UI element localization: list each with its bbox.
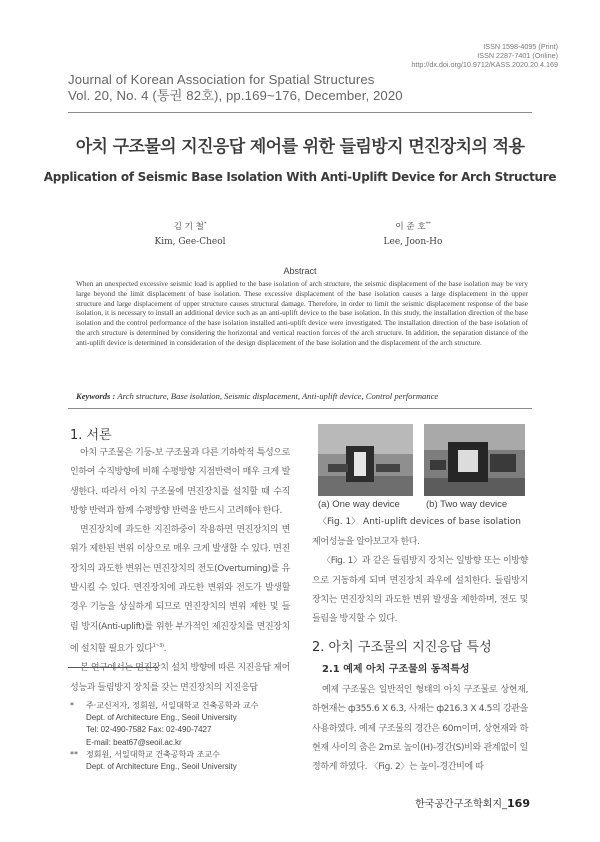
section2-1-heading: 2.1 예제 아치 구조물의 동적특성 — [322, 664, 470, 675]
author-1 — [110, 217, 270, 250]
footnote-2-line-1: 정회원, 서일대학교 건축공학과 조교수 — [86, 749, 220, 759]
section1-paragraph-2 — [70, 521, 290, 659]
footnote-1-line-2: Dept. of Architecture Eng., Seoil University — [86, 713, 237, 723]
section1-paragraph-2-end: . — [163, 643, 167, 654]
issn-online: ISSN 2287-7401 (Online) — [477, 51, 558, 61]
keywords — [76, 391, 536, 401]
keywords-divider — [68, 408, 532, 409]
journal-name: Journal of Korean Association for Spatial Structures — [68, 72, 375, 87]
right-column-body — [312, 533, 528, 629]
keywords-label: Keywords : — [76, 391, 116, 401]
journal-volume: Vol. 20, No. 4 (통권 82호), pp.169~176, December, 2020 — [68, 88, 403, 103]
header-divider — [68, 112, 532, 113]
footnotes — [70, 700, 310, 773]
section1-citation: 1~3) — [152, 642, 164, 649]
section2-body — [312, 681, 528, 777]
author-2-name-ko: 이 준 호 — [395, 222, 426, 232]
page-footer — [415, 795, 530, 810]
footnote-2-line-2: Dept. of Architecture Eng., Seoil University — [86, 762, 237, 772]
author-2 — [333, 217, 493, 250]
footnote-1-line-1: 주·교신저자, 정회원, 서일대학교 건축공학과 교수 — [86, 701, 259, 710]
footnote-1-line-4: E-mail: beat67@seoil.ac.kr — [86, 737, 182, 747]
right-paragraph-2: 〈Fig. 1〉과 같은 들림방지 장치는 일방향 또는 이방향으로 거동하게 되며 면진장치 좌우에 설치한다. 들림방지 장치는 면진장치의 과도한 변위 발생을 제한하며, 전도 및 들림을 방지할 수 있다. — [312, 556, 528, 625]
issn-block — [298, 42, 558, 70]
title-korean: 아치 구조물의 지진응답 제어를 위한 들림방지 면진장치의 적용 — [75, 137, 525, 157]
section1-paragraph-1: 아치 구조물은 기둥-보 구조물과 다른 기하학적 특성으로 인하여 수직방향에 비해 수평방향 지점반력이 매우 크게 발생한다. 따라서 아치 구조물에 면진장치를 설치할 때 수직방향 반력과 함께 수평방향 반력을 반드시 고려해야 한다. — [70, 448, 290, 516]
doi-link[interactable]: http://dx.doi.org/10.9712/KASS.2020.20.4.169 — [411, 60, 558, 70]
journal-info — [68, 72, 403, 104]
figure1-caption: 〈Fig. 1〉 Anti-uplift devices of base isolation — [318, 517, 521, 527]
footnote-1-line-3: Tel: 02-490-7582 Fax: 02-490-7427 — [86, 725, 212, 735]
author-1-name-ko: 김 기 철 — [173, 222, 204, 232]
title-english: Application of Seismic Base Isolation With Anti-Uplift Device for Arch Structure — [43, 170, 557, 184]
footer-separator: _ — [502, 799, 508, 810]
footnote-1-mark: * — [70, 701, 74, 710]
issn-print: ISSN 1598-4095 (Print) — [483, 42, 558, 51]
section2-heading: 2. 아치 구조물의 지진응답 특성 — [312, 640, 492, 655]
author-2-mark: ** — [425, 221, 431, 227]
footnote-2-mark: ** — [70, 749, 78, 759]
one-way-device-image — [318, 424, 413, 496]
section1-body — [70, 444, 290, 698]
section2-paragraph-1: 예제 구조물은 일반적인 형태의 아치 구조물로 상현재, 하현재는 ф355.6 X 6.3, 사재는 ф216.3 X 4.5의 강관을 사용하였다. 예제 구조물의 경간은 60m이며, 상현재와 하현재 사이의 춤은 2m로 높이(H)-경간(S)비와 관계없이 일정하게 하였다. 〈Fig. 2〉는 높이-경간비에 따 — [312, 685, 528, 773]
section1-paragraph-3: 본 연구에서는 면진장치 설치 방향에 따른 지진응답 제어성능과 들림방지 장치를 갖는 면진장치의 지진응답 — [70, 663, 290, 693]
author-2-name-en: Lee, Joon-Ho — [383, 237, 443, 247]
footer-journal-name: 한국공간구조학회지 — [415, 799, 503, 810]
figure1-photo-one-way — [318, 424, 413, 496]
figure1-subcaption-b: (b) Two way device — [426, 499, 508, 510]
author-1-mark: * — [203, 221, 207, 227]
figure1-subcaption-a: (a) One way device — [318, 499, 400, 510]
section1-heading: 1. 서론 — [70, 428, 112, 443]
keywords-text: Arch structure, Base isolation, Seismic displacement, Anti-uplift device, Control performance — [117, 391, 439, 401]
section1-paragraph-2-text: 면진장치에 과도한 지진하중이 작용하면 면진장치의 변위가 제한된 변위 이상으로 매우 크게 발생할 수 있다. 면진장치의 과도한 변위는 면진장치의 전도(Overturning)를 유발시킬 수 있다. 면진장치에 과도한 변위와 전도가 발생할 경우 기능을 상실하게 되므로 면진장치의 변위 제한 및 들림 방지(Anti-uplift)를 위한 부가적인 제진장치를 면진장치에 설치할 필요가 있다 — [70, 525, 290, 654]
figure1-photo-two-way — [424, 424, 525, 496]
two-way-device-image — [424, 424, 525, 496]
author-1-name-en: Kim, Gee-Cheol — [154, 237, 226, 247]
page-number: 169 — [507, 797, 530, 810]
abstract-heading: Abstract — [283, 266, 317, 276]
abstract-text: When an unexpected excessive seismic load is applied to the base isolation of arch structure, the seismic displacement of the base isolation may be very large beyond the limit displacement of base isolation. These excessive displacement of the base isolation causes a large displacement in the upper structure and large displacement of upper structure causes structural damage. Therefore, in order to limit the seismic displacement response of the base isolation, it is necessary to install an additional device such as an anti-uplift device to the base isolation. In this study, the installation direction of the base isolation and the control performance of the base isolation installed anti-uplift device were investigated. The installation direction of the base isolation of the arch structure is determined by considering the horizontal and vertical reaction forces of the arch structure. In addition, the separation distance of the anti-uplift device is determined in consideration of the design displacement of the base isolation and the displacement of the arch structure. — [76, 279, 528, 347]
footnote-divider — [68, 667, 158, 668]
right-paragraph-1: 제어성능을 알아보고자 한다. — [312, 537, 420, 547]
